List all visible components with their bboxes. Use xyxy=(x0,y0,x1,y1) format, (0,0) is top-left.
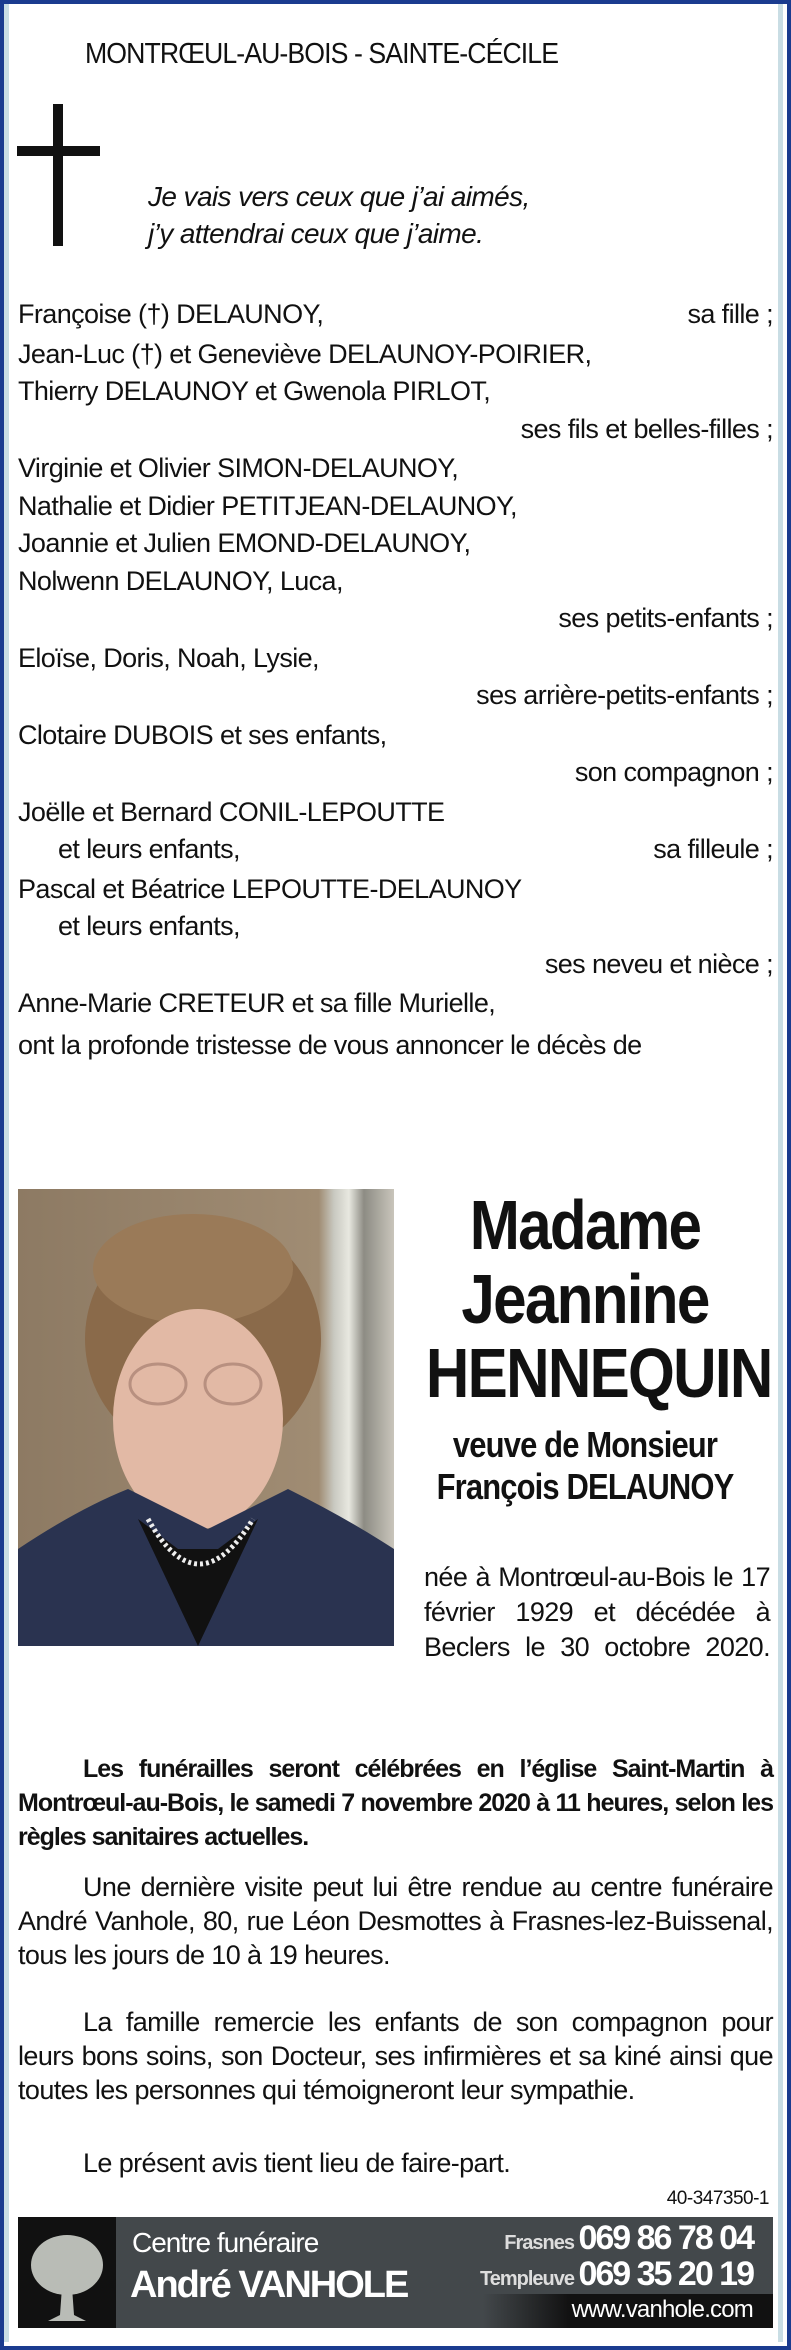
family-member: et leurs enfants, xyxy=(58,834,240,864)
deceased-name-block xyxy=(400,1188,770,1508)
website-link[interactable]: www.vanhole.com xyxy=(571,2296,753,2323)
family-member: Pascal et Béatrice LEPOUTTE-DELAUNOY xyxy=(18,873,522,904)
family-member: Joëlle et Bernard CONIL-LEPOUTTE xyxy=(18,796,445,827)
family-row xyxy=(18,871,773,909)
family-member: et leurs enfants, xyxy=(58,911,240,941)
family-member: Joannie et Julien EMOND-DELAUNOY, xyxy=(18,528,471,558)
family-row xyxy=(18,373,773,411)
visit-text: Une dernière visite peut lui être rendue au centre funéraire André Vanhole, 80, rue Léon Desmottes à Frasnes-lez-Buissenal, tous les jours de 10 à 19 heures. xyxy=(18,1872,773,1970)
family-row xyxy=(18,336,773,374)
family-row xyxy=(18,450,773,488)
portrait-photo xyxy=(18,1189,394,1646)
banner-line-2: André VANHOLE xyxy=(130,2264,408,2306)
family-row xyxy=(18,600,773,638)
widow-line-2: François DELAUNOY xyxy=(436,1466,734,1507)
family-member: Clotaire DUBOIS et ses enfants, xyxy=(18,719,387,750)
funeral-home-banner xyxy=(18,2217,773,2328)
family-row xyxy=(18,908,773,946)
banner-line-1: Centre funéraire xyxy=(132,2227,319,2258)
funeral-text: Les funérailles seront célébrées en l’église Saint-Martin à Montrœul-au-Bois, le samedi 7 novembre 2020 à 11 heures, selon les règles sanitaires actuelles. xyxy=(18,1755,773,1851)
widow-line-1: veuve de Monsieur xyxy=(452,1424,718,1465)
relationship: sa filleule ; xyxy=(653,834,773,864)
quote-line: Je vais vers ceux que j’ai aimés, xyxy=(148,181,530,212)
deceased-title: Madame xyxy=(469,1186,701,1264)
family-member: Nathalie et Didier PETITJEAN-DELAUNOY, xyxy=(18,490,517,521)
family-member: Eloïse, Doris, Noah, Lysie, xyxy=(18,642,319,673)
locality-header: MONTRŒUL-AU-BOIS - SAINTE-CÉCILE xyxy=(85,38,559,70)
family-row xyxy=(18,488,773,526)
thanks-text: La famille remercie les enfants de son compagnon pour leurs bons soins, son Docteur, ses infirmières et sa kiné ainsi que toutes les personnes qui témoigneront leur sympathie. xyxy=(18,2007,773,2105)
phone-templeuve: Templeuve 069 35 20 19 xyxy=(480,2255,753,2293)
family-row xyxy=(18,411,773,449)
family-member: Nolwenn DELAUNOY, Luca, xyxy=(18,565,343,596)
relationship: ses petits-enfants ; xyxy=(558,603,773,633)
reference-number: 40-347350-1 xyxy=(666,2188,769,2209)
cross-icon xyxy=(53,104,63,246)
relationship: son compagnon ; xyxy=(574,757,773,787)
family-member: Françoise (†) DELAUNOY, xyxy=(18,299,324,329)
family-row xyxy=(18,946,773,984)
relationship: ses neveu et nièce ; xyxy=(544,948,773,979)
deceased-last-name: HENNEQUIN xyxy=(425,1334,772,1412)
family-member: Virginie et Olivier SIMON-DELAUNOY, xyxy=(18,453,459,483)
family-row xyxy=(18,794,773,832)
quote xyxy=(148,178,530,252)
family-row xyxy=(18,985,773,1023)
quote-line: j’y attendrai ceux que j’aime. xyxy=(148,218,484,249)
relationship: ses arrière-petits-enfants ; xyxy=(476,680,773,710)
relationship: sa fille ; xyxy=(687,299,773,329)
family-member: Jean-Luc (†) et Geneviève DELAUNOY-POIRIER, xyxy=(18,338,592,369)
family-row xyxy=(18,831,773,869)
family-row xyxy=(18,754,773,792)
family-member: Thierry DELAUNOY et Gwenola PIRLOT, xyxy=(18,376,491,406)
family-row xyxy=(18,563,773,601)
family-row xyxy=(18,525,773,563)
announcement-intro: ont la profonde tristesse de vous annoncer le décès de xyxy=(18,1029,642,1060)
family-member: Anne-Marie CRETEUR et sa fille Murielle, xyxy=(18,988,496,1018)
relationship: ses fils et belles-filles ; xyxy=(520,413,773,444)
birth-death-text: née à Montrœul-au-Bois le 17 février 1929 et décédée à Beclers le 30 octobre 2020. xyxy=(424,1562,770,1662)
closing-text: Le présent avis tient lieu de faire-part. xyxy=(83,2148,511,2178)
family-row xyxy=(18,677,773,715)
family-row xyxy=(18,717,773,755)
phone-frasnes: Frasnes 069 86 78 04 xyxy=(504,2219,753,2257)
deceased-first-name: Jeannine xyxy=(461,1260,709,1338)
family-row xyxy=(18,640,773,678)
family-row xyxy=(18,296,773,334)
tree-icon xyxy=(18,2217,116,2328)
family-list xyxy=(18,296,773,1064)
cross-icon-bar xyxy=(17,146,100,156)
